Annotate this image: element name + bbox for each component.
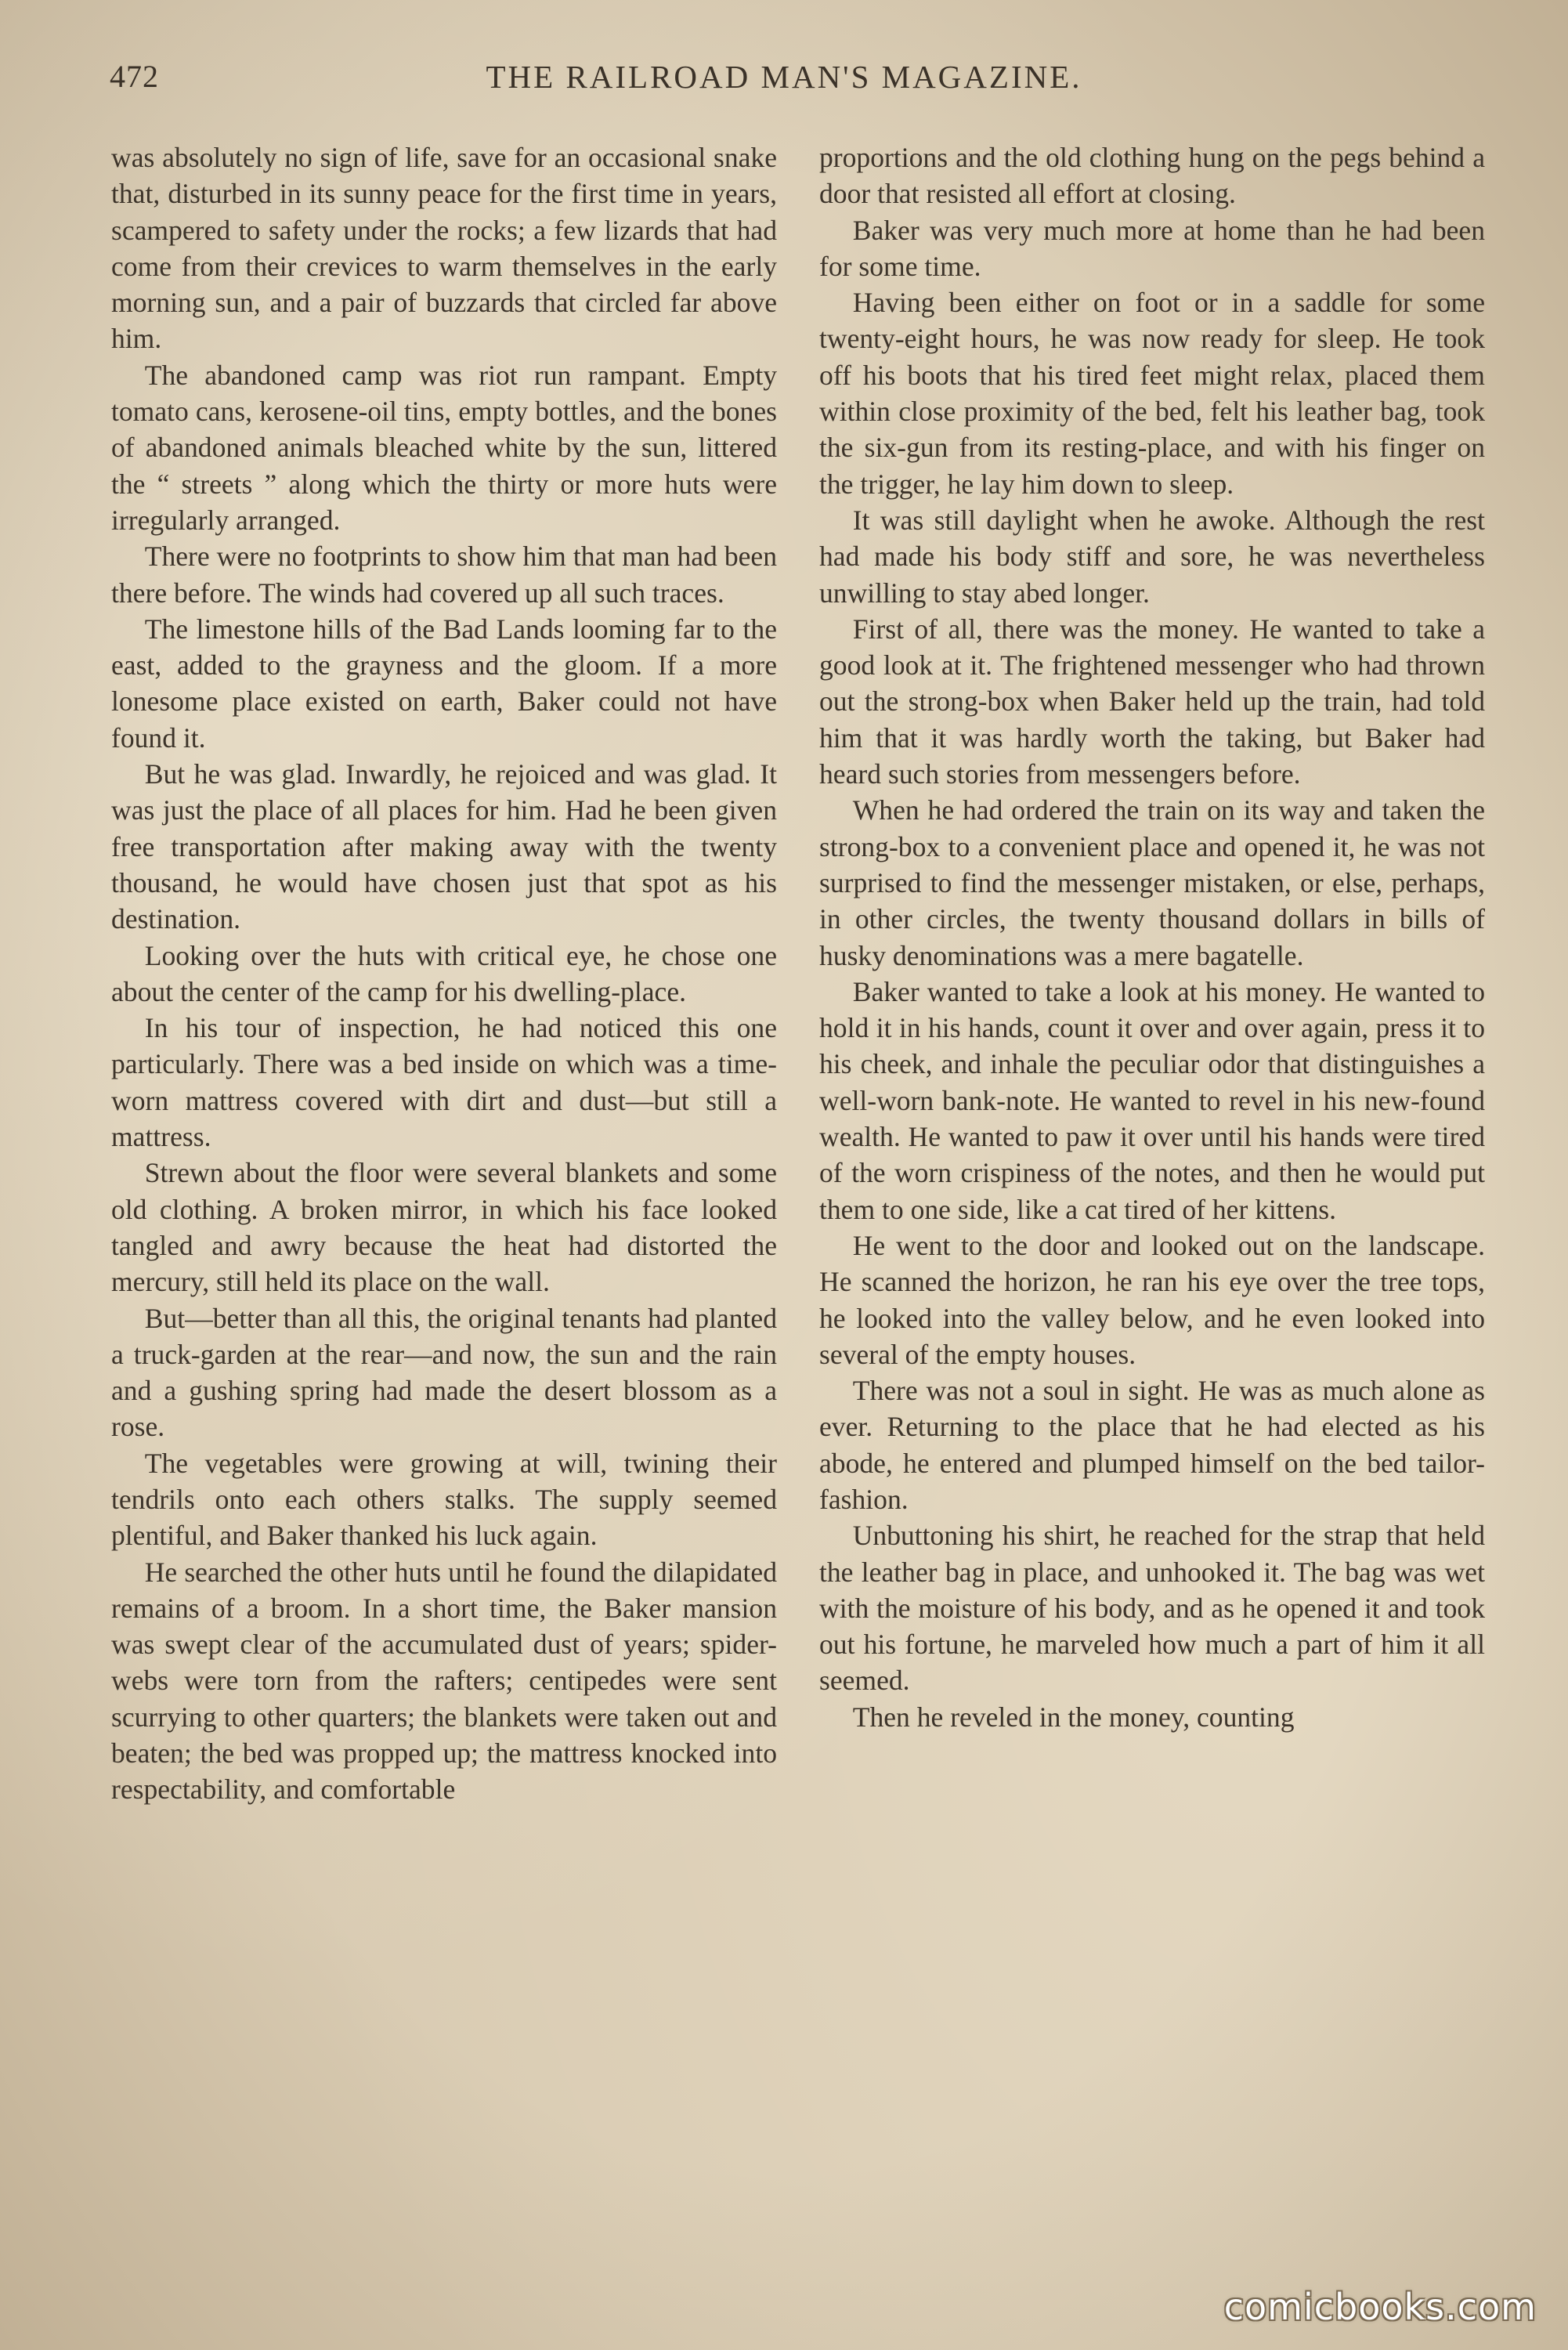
paragraph: There was not a soul in sight. He was as much alone as ever. Returning to the place that he had elected as his abode, he entered and plumped himself on the bed tailor-fashion. [819, 1375, 1485, 1515]
paragraph: Baker wanted to take a look at his money. He wanted to hold it in his hands, count it over and over again, press it to his cheek, and inhale the peculiar odor that distinguishes a well-worn bank-note. He wanted to revel in his new-found wealth. He wanted to paw it over until his hands were tired of the worn crispiness of the notes, and then he would put them to one side, like a cat tired of her kittens. [819, 975, 1485, 1225]
paragraph: It was still daylight when he awoke. Although the rest had made his body stiff and sore, he was nevertheless unwilling to stay abed longer. [819, 504, 1485, 609]
paragraph: Strewn about the floor were several blankets and some old clothing. A broken mirror, in which his face looked tangled and awry because the heat had distorted the mercury, still held its place on the wall. [111, 1157, 777, 1298]
paragraph: There were no footprints to show him that man had been there before. The winds had covered up all such traces. [111, 540, 777, 609]
paragraph: When he had ordered the train on its way and taken the strong-box to a convenient place and opened it, he was not surprised to find the messenger mistaken, or else, perhaps, in other circles, the twenty thousand dollars in bills of husky denominations was a mere bagatelle. [819, 794, 1485, 971]
page-number: 472 [110, 59, 159, 94]
paragraph: Unbuttoning his shirt, he reached for the strap that held the leather bag in place, and unhooked it. The bag was wet with the moisture of his body, and as he opened it and took out his fortune, he marveled how much a part of him it all seemed. [819, 1520, 1485, 1697]
paragraph: proportions and the old clothing hung on the pegs behind a door that resisted all effort at closing. [819, 142, 1485, 210]
paragraph: The vegetables were growing at will, twining their tendrils onto each others stalks. The supply seemed plentiful, and Baker thanked his luck again. [111, 1447, 777, 1552]
paragraph: The abandoned camp was riot run rampant. Empty tomato cans, kerosene-oil tins, empty bottles, and the bones of abandoned animals bleached white by the sun, littered the “ streets ” along which the thirty or more huts were irregularly arranged. [111, 359, 777, 536]
paragraph: He searched the other huts until he found the dilapidated remains of a broom. In a short time, the Baker mansion was swept clear of the accumulated dust of years; spider-webs were torn from the rafters; centipedes were sent scurrying to other quarters; the blankets were taken out and beaten; the bed was propped up; the mattress knocked into respectability, and comfortable [111, 1556, 777, 1806]
page-header [110, 58, 1458, 105]
paragraph: Having been either on foot or in a saddle for some twenty-eight hours, he was now ready for sleep. He took off his boots that his tired feet might relax, placed them within close proximity of the bed, felt his leather bag, took the six-gun from its resting-place, and with his finger on the trigger, he lay him down to sleep. [819, 287, 1485, 500]
paragraph: First of all, there was the money. He wanted to take a good look at it. The frightened messenger who had thrown out the strong-box when Baker held up the train, had told him that it was hardly worth the taking, but Baker had heard such stories from messengers before. [819, 613, 1485, 790]
paragraph: But he was glad. Inwardly, he rejoiced and was glad. It was just the place of all places for him. Had he been given free transportation after making away with the twenty thousand, he would have chosen just that spot as his destination. [111, 758, 777, 935]
watermark: comicbooks.com [1223, 2286, 1537, 2328]
paragraph: But—better than all this, the original tenants had planted a truck-garden at the rear—and now, the sun and the rain and a gushing spring had made the desert blossom as a rose. [111, 1302, 777, 1443]
paragraph: Baker was very much more at home than he had been for some time. [819, 214, 1485, 282]
paragraph: was absolutely no sign of life, save for an occasional snake that, disturbed in its sunny peace for the first time in years, scampered to safety under the rocks; a few lizards that had come from their crevices to warm themselves in the early morning sun, and a pair of buzzards that circled far above him. [111, 142, 777, 355]
paragraph: The limestone hills of the Bad Lands looming far to the east, added to the grayness and the gloom. If a more lonesome place existed on earth, Baker could not have found it. [111, 613, 777, 754]
left-column [111, 139, 777, 1808]
paragraph: In his tour of inspection, he had noticed this one particularly. There was a bed inside on which was a time-worn mattress covered with dirt and dust—but still a mattress. [111, 1012, 777, 1153]
paragraph: Looking over the huts with critical eye, he chose one about the center of the camp for his dwelling-place. [111, 939, 777, 1007]
right-column [819, 139, 1485, 1735]
paragraph: He went to the door and looked out on the landscape. He scanned the horizon, he ran his eye over the tree tops, he looked into the valley below, and he even looked into several of the empty houses. [819, 1229, 1485, 1370]
running-title: THE RAILROAD MAN'S MAGAZINE. [486, 59, 1082, 95]
paragraph: Then he reveled in the money, counting [852, 1701, 1295, 1733]
